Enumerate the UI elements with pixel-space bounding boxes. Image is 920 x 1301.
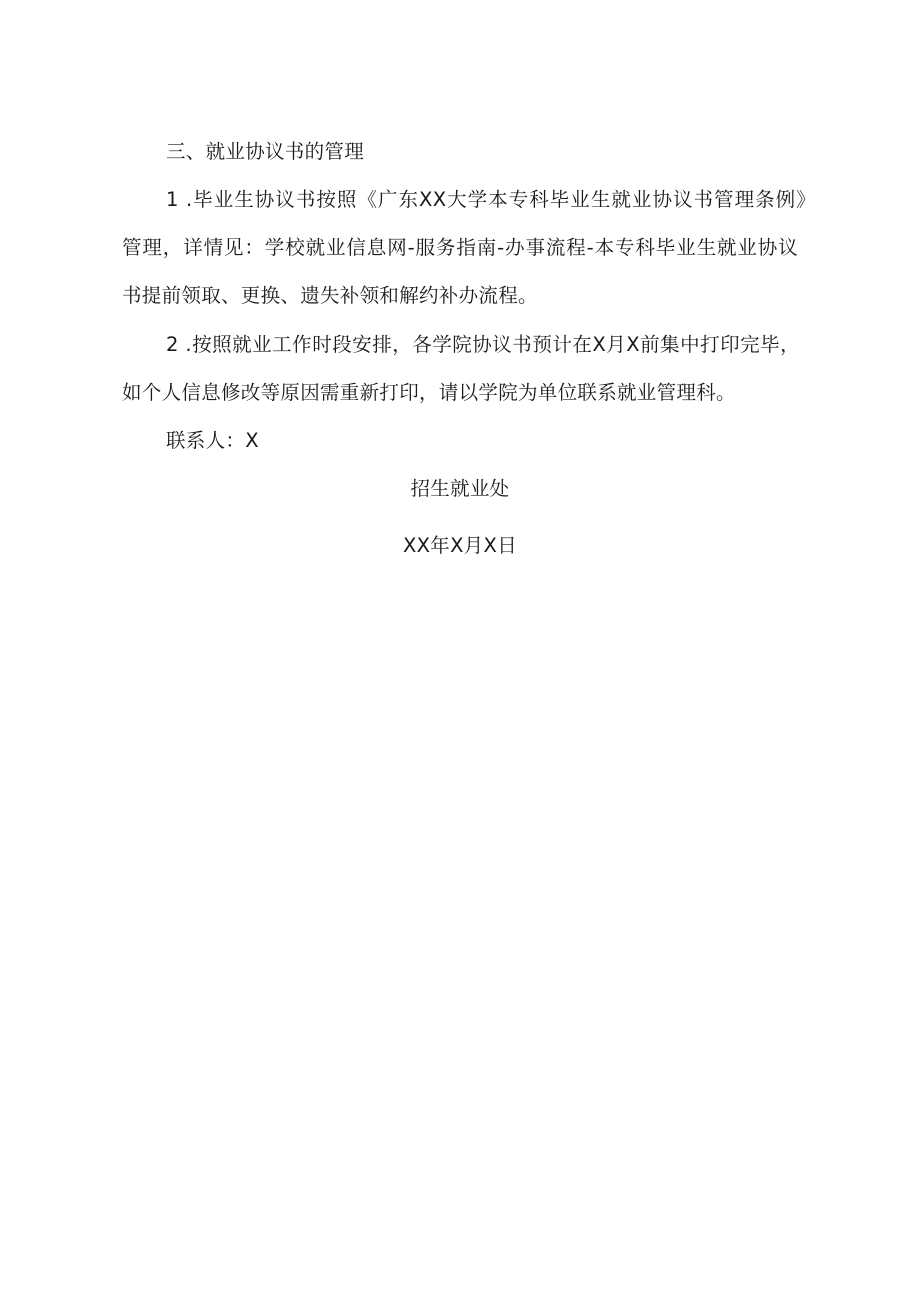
item-1-line-1: 1 .毕业生协议书按照《广东XX大学本专科毕业生就业协议书管理条例》 <box>166 188 816 211</box>
item-1-line-3: 书提前领取、更换、遗失补领和解约补办流程。 <box>122 284 538 307</box>
item-2-line-2: 如个人信息修改等原因需重新打印，请以学院为单位联系就业管理科。 <box>122 381 736 404</box>
item-1-line-2: 管理，详情见：学校就业信息网-服务指南-办事流程-本专科毕业生就业协议 <box>122 236 798 259</box>
item-2-line-1: 2 .按照就业工作时段安排，各学院协议书预计在X月X前集中打印完毕， <box>166 333 800 356</box>
contact-person: 联系人：X <box>166 429 259 452</box>
signature-department: 招生就业处 <box>410 477 510 500</box>
section-heading: 三、就业协议书的管理 <box>166 140 365 163</box>
signature-date: XX年X月X日 <box>402 534 518 557</box>
